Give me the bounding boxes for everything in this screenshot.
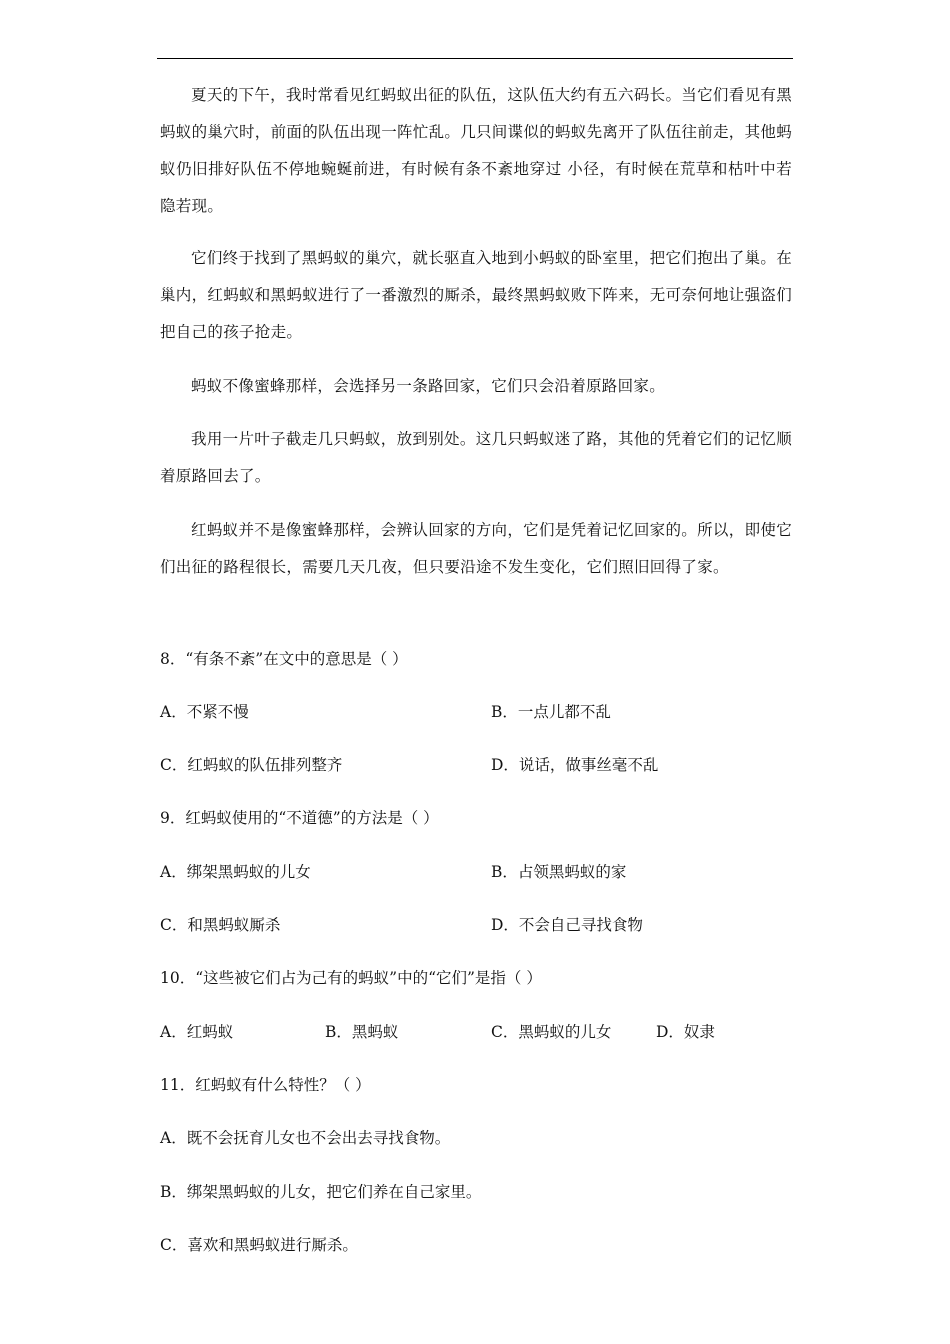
option-d[interactable]: D．说话，做事丝毫不乱 — [491, 756, 659, 774]
passage-paragraph: 它们终于找到了黑蚂蚁的巢穴，就长驱直入地到小蚂蚁的卧室里，把它们抱出了巢。在巢内，红蚂蚁和黑蚂蚁进行了一番激烈的厮杀，最终黑蚂蚁败下阵来，无可奈何地让强盗们把自己的孩子抢走。 — [160, 249, 793, 341]
passage-paragraph: 我用一片叶子截走几只蚂蚁，放到别处。这几只蚂蚁迷了路，其他的凭着它们的记忆顺着原路回去了。 — [160, 430, 792, 485]
option-a[interactable]: A．红蚂蚁 — [160, 1023, 234, 1041]
passage-paragraph: 蚂蚁不像蜜蜂那样，会选择另一条路回家，它们只会沿着原路回家。 — [191, 377, 666, 395]
option-b[interactable]: B．一点儿都不乱 — [491, 703, 611, 721]
option-b[interactable]: B．绑架黑蚂蚁的儿女，把它们养在自己家里。 — [160, 1183, 482, 1201]
option-a[interactable]: A．绑架黑蚂蚁的儿女 — [160, 863, 311, 881]
option-c[interactable]: C．喜欢和黑蚂蚁进行厮杀。 — [160, 1236, 358, 1254]
option-b[interactable]: B．占领黑蚂蚁的家 — [491, 863, 627, 881]
question-stem: 9．红蚂蚁使用的“不道德”的方法是（ ） — [160, 809, 439, 827]
option-c[interactable]: C．和黑蚂蚁厮杀 — [160, 916, 281, 934]
passage-paragraph: 夏天的下午，我时常看见红蚂蚁出征的队伍，这队伍大约有五六码长。当它们看见有黑蚂蚁的巢穴时，前面的队伍出现一阵忙乱。几只间谍似的蚂蚁先离开了队伍往前走，其他蚂蚁仍旧排好队伍不停地蜿蜒前进，有时候有条不紊地穿过 小径，有时候在荒草和枯叶中若隐若现。 — [160, 86, 793, 215]
option-a[interactable]: A．既不会抚育儿女也不会出去寻找食物。 — [160, 1129, 451, 1147]
question-stem: 11．红蚂蚁有什么特性？（ ） — [160, 1076, 371, 1094]
passage-paragraph: 红蚂蚁并不是像蜜蜂那样，会辨认回家的方向，它们是凭着记忆回家的。所以，即使它们出征的路程很长，需要几天几夜，但只要沿途不发生变化，它们照旧回得了家。 — [160, 521, 792, 576]
option-a[interactable]: A．不紧不慢 — [160, 703, 249, 721]
question-stem: 10．“这些被它们占为己有的蚂蚁”中的“它们”是指（ ） — [160, 969, 542, 987]
option-c[interactable]: C．红蚂蚁的队伍排列整齐 — [160, 756, 343, 774]
header-rule — [157, 58, 793, 59]
option-c[interactable]: C．黑蚂蚁的儿女 — [491, 1023, 612, 1041]
question-stem: 8．“有条不紊”在文中的意思是（ ） — [160, 650, 408, 668]
option-d[interactable]: D．奴隶 — [656, 1023, 715, 1041]
option-d[interactable]: D．不会自己寻找食物 — [491, 916, 643, 934]
option-b[interactable]: B．黑蚂蚁 — [325, 1023, 399, 1041]
